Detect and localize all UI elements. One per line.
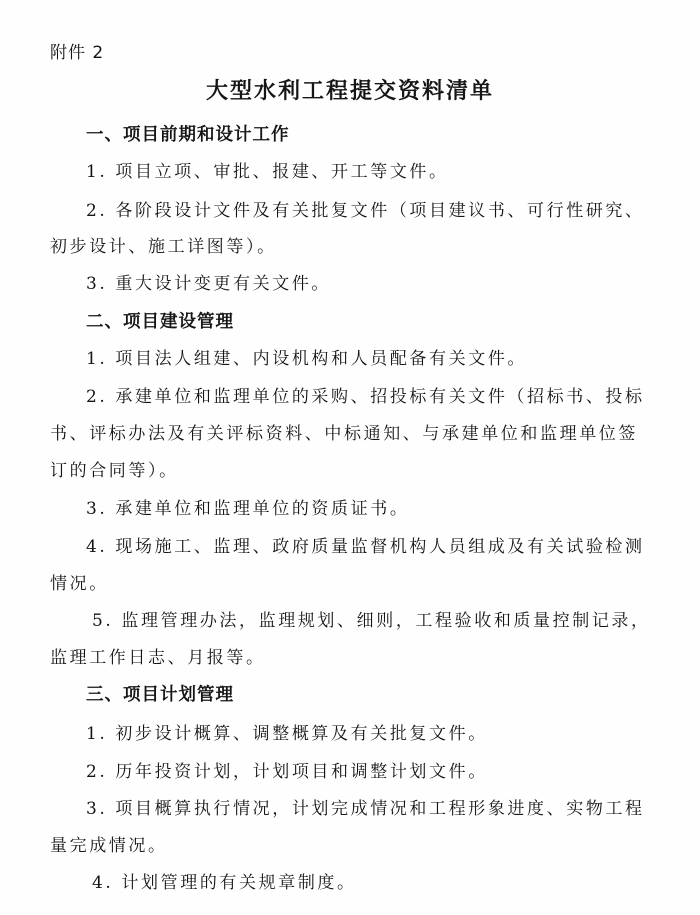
section-heading-2: 二、项目建设管理 — [86, 312, 234, 332]
section-heading-3: 三、项目计划管理 — [86, 685, 234, 705]
document-title: 大型水利工程提交资料清单 — [205, 79, 494, 104]
item-1-1: 1. 项目立项、审批、报建、开工等文件。 — [86, 162, 449, 182]
item-2-1: 1. 项目法人组建、内设机构和人员配备有关文件。 — [86, 349, 528, 369]
item-2-5-line-1: 5. 监理管理办法，监理规划、细则，工程验收和质量控制记录， — [92, 611, 651, 631]
item-3-2: 2. 历年投资计划，计划项目和调整计划文件。 — [86, 762, 488, 782]
item-2-4-line-1: 4. 现场施工、监理、政府质量监督机构人员组成及有关试验检测 — [86, 537, 645, 557]
item-2-4-line-2: 情况。 — [50, 574, 109, 594]
item-1-2-line-1: 2. 各阶段设计文件及有关批复文件（项目建议书、可行性研究、 — [86, 201, 645, 221]
item-3-4: 4. 计划管理的有关规章制度。 — [92, 873, 357, 893]
item-3-3-line-1: 3. 项目概算执行情况，计划完成情况和工程形象进度、实物工程 — [86, 799, 645, 819]
item-2-5-line-2: 监理工作日志、月报等。 — [50, 648, 266, 668]
item-1-3: 3. 重大设计变更有关文件。 — [86, 274, 332, 294]
item-2-3: 3. 承建单位和监理单位的资质证书。 — [86, 499, 410, 519]
item-2-2-line-3: 订的合同等）。 — [50, 461, 179, 481]
item-2-2-line-1: 2. 承建单位和监理单位的采购、招投标有关文件（招标书、投标 — [86, 387, 645, 407]
item-1-2-line-2: 初步设计、施工详图等）。 — [50, 237, 277, 257]
item-3-1: 1. 初步设计概算、调整概算及有关批复文件。 — [86, 724, 488, 744]
attachment-label: 附件 2 — [50, 43, 105, 63]
section-heading-1: 一、项目前期和设计工作 — [86, 125, 290, 145]
item-2-2-line-2: 书、评标办法及有关评标资料、中标通知、与承建单位和监理单位签 — [50, 424, 638, 444]
item-3-3-line-2: 量完成情况。 — [50, 836, 168, 856]
